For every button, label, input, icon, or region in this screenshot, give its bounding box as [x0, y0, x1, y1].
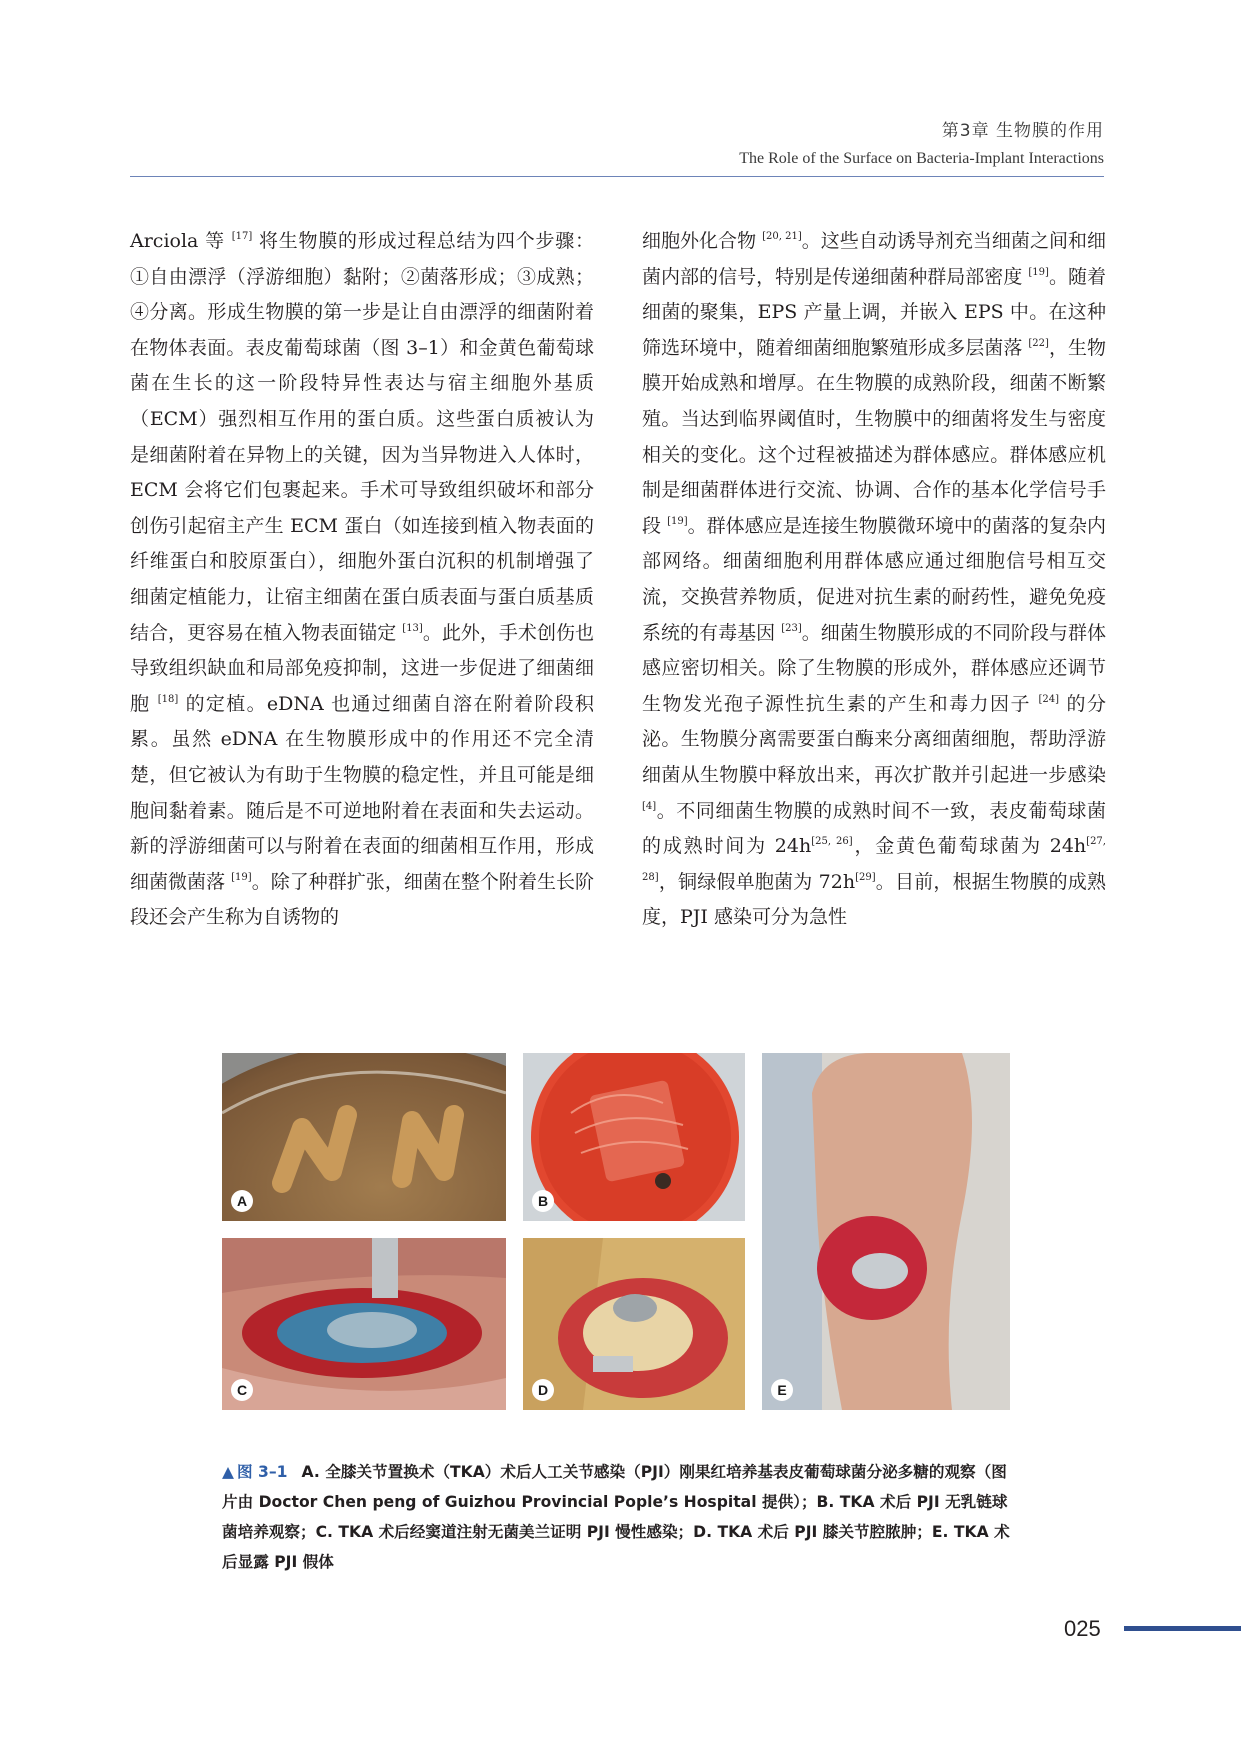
- text-run: 细胞外化合物: [642, 230, 763, 252]
- figure-3-1: [222, 1053, 1010, 1441]
- caption-text: A. 全膝关节置换术（TKA）术后人工关节感染（PJI）刚果红培养基表皮葡萄球菌分泌多糖的观察（图片由 Doctor Chen peng of Guizhou Provincial Pople’s Hospital 提供）；B. TKA 术后 PJI 无乳链球菌培养观察；C. TKA 术后经窦道注射无菌美兰证明 PJI 慢性感染；D. TKA 术后 PJI 膝关节腔脓肿；E. TKA 术后显露 PJI 假体: [222, 1463, 1010, 1571]
- photo-c-surgical-wound: [222, 1238, 506, 1410]
- photo-c-image: [222, 1238, 506, 1410]
- chapter-title: 第3章 生物膜的作用: [941, 121, 1104, 141]
- citation: [4]: [642, 800, 657, 812]
- photo-b-image: [523, 1053, 745, 1221]
- citation: [25, 26]: [811, 836, 853, 848]
- photo-label: E: [771, 1379, 793, 1401]
- text-run: 。这些自动诱导剂充当细菌之间和细菌内部的信号，特别是传递细菌种群局部密度: [642, 230, 1106, 288]
- citation: [23]: [781, 622, 802, 634]
- text-run: 。除了种群扩张，细菌在整个附着生长阶段还会产生称为自诱物的: [130, 870, 594, 929]
- text-run: Arciola 等: [130, 230, 232, 252]
- text-run: 。不同细菌生物膜的成熟时间不一致，表皮葡萄球菌的成熟时间为 24h: [642, 799, 1106, 858]
- citation: [17]: [231, 231, 253, 242]
- text-run: 。目前，根据生物膜的成熟度，PJI 感染可分为急性: [642, 870, 1106, 929]
- body-column-left: [130, 224, 594, 936]
- body-column-right: [642, 224, 1106, 936]
- text-run: ，金黄色葡萄球菌为 24h: [852, 835, 1087, 858]
- photo-a-image: [222, 1053, 506, 1221]
- text-run: ，生物膜开始成熟和增厚。在生物膜的成熟阶段，细菌不断繁殖。当达到临界阈值时，生物膜中的细菌将发生与密度相关的变化。这个过程被描述为群体感应。群体感应机制是细菌群体进行交流、协调、合作的基本化学信号手段: [642, 336, 1106, 537]
- photo-label: B: [532, 1190, 554, 1212]
- citation: [19]: [1028, 266, 1049, 278]
- photo-a-petri-dish: [222, 1053, 506, 1221]
- page-number: 025: [1064, 1616, 1101, 1641]
- text-run: 。细菌生物膜形成的不同阶段与群体感应密切相关。除了生物膜的形成外，群体感应还调节生物发光孢子源性抗生素的产生和毒力因子: [642, 621, 1106, 715]
- text-run: 的分泌。生物膜分离需要蛋白酶来分离细菌细胞，帮助浮游细菌从生物膜中释放出来，再次扩散并引起进一步感染: [642, 692, 1106, 786]
- header-rule: [130, 176, 1104, 177]
- photo-label: D: [532, 1379, 554, 1401]
- photo-label: A: [231, 1190, 253, 1212]
- citation: [20, 21]: [762, 231, 802, 242]
- paragraph: [642, 224, 1106, 936]
- citation: [27, 28]: [642, 836, 1106, 883]
- running-header: [739, 116, 1104, 168]
- figure-caption: [222, 1457, 1012, 1577]
- photo-b-culture-plate: [523, 1053, 745, 1221]
- citation: [29]: [855, 871, 876, 883]
- figure-number: 图 3–1: [237, 1463, 288, 1481]
- citation: [13]: [402, 622, 423, 634]
- photo-e-exposed-prosthesis: [762, 1053, 1010, 1410]
- triangle-icon: ▲: [222, 1463, 234, 1481]
- text-run: 将生物膜的形成过程总结为四个步骤：①自由漂浮（浮游细胞）黏附；②菌落形成；③成熟；④分离。形成生物膜的第一步是让自由漂浮的细菌附着在物体表面。表皮葡萄球菌（图 3–1）和金黄色葡萄球菌在生长的这一阶段特异性表达与宿主细胞外基质（ECM）强烈相互作用的蛋白质。这些蛋白质被认为是细菌附着在异物上的关键，因为当异物进入人体时，ECM 会将它们包裹起来。手术可导致组织破坏和部分创伤引起宿主产生 ECM 蛋白（如连接到植入物表面的纤维蛋白和胶原蛋白），细胞外蛋白沉积的机制增强了细菌定植能力，让宿主细菌在蛋白质表面与蛋白质基质结合，更容易在植入物表面锚定: [130, 230, 594, 644]
- photo-d-knee-abscess: [523, 1238, 745, 1410]
- citation: [24]: [1038, 693, 1060, 705]
- citation: [19]: [231, 871, 252, 883]
- page-bar: [1124, 1626, 1241, 1631]
- text-run: 。此外，手术创伤也导致组织缺血和局部免疫抑制，这进一步促进了细菌细胞: [130, 621, 594, 715]
- citation: [19]: [667, 515, 688, 527]
- citation: [22]: [1028, 337, 1049, 349]
- text-run: ，铜绿假单胞菌为 72h: [658, 870, 856, 893]
- paragraph: [130, 224, 594, 936]
- citation: [18]: [157, 693, 179, 705]
- text-run: 。群体感应是连接生物膜微环境中的菌落的复杂内部网络。细菌细胞利用群体感应通过细胞信号相互交流，交换营养物质，促进对抗生素的耐药性，避免免疫系统的有毒基因: [642, 514, 1106, 644]
- chapter-subtitle: The Role of the Surface on Bacteria-Implant Interactions: [739, 150, 1104, 167]
- text-run: 的定植。eDNA 也通过细菌自溶在附着阶段积累。虽然 eDNA 在生物膜形成中的作用还不完全清楚，但它被认为有助于生物膜的稳定性，并且可能是细胞间黏着素。随后是不可逆地附着在表面和失去运动。新的浮游细菌可以与附着在表面的细菌相互作用，形成细菌微菌落: [130, 692, 595, 893]
- photo-d-image: [523, 1238, 745, 1410]
- text-run: 。随着细菌的聚集，EPS 产量上调，并嵌入 EPS 中。在这种筛选环境中，随着细菌细胞繁殖形成多层菌落: [642, 265, 1106, 359]
- photo-label: C: [231, 1379, 253, 1401]
- photo-e-image: [762, 1053, 1010, 1410]
